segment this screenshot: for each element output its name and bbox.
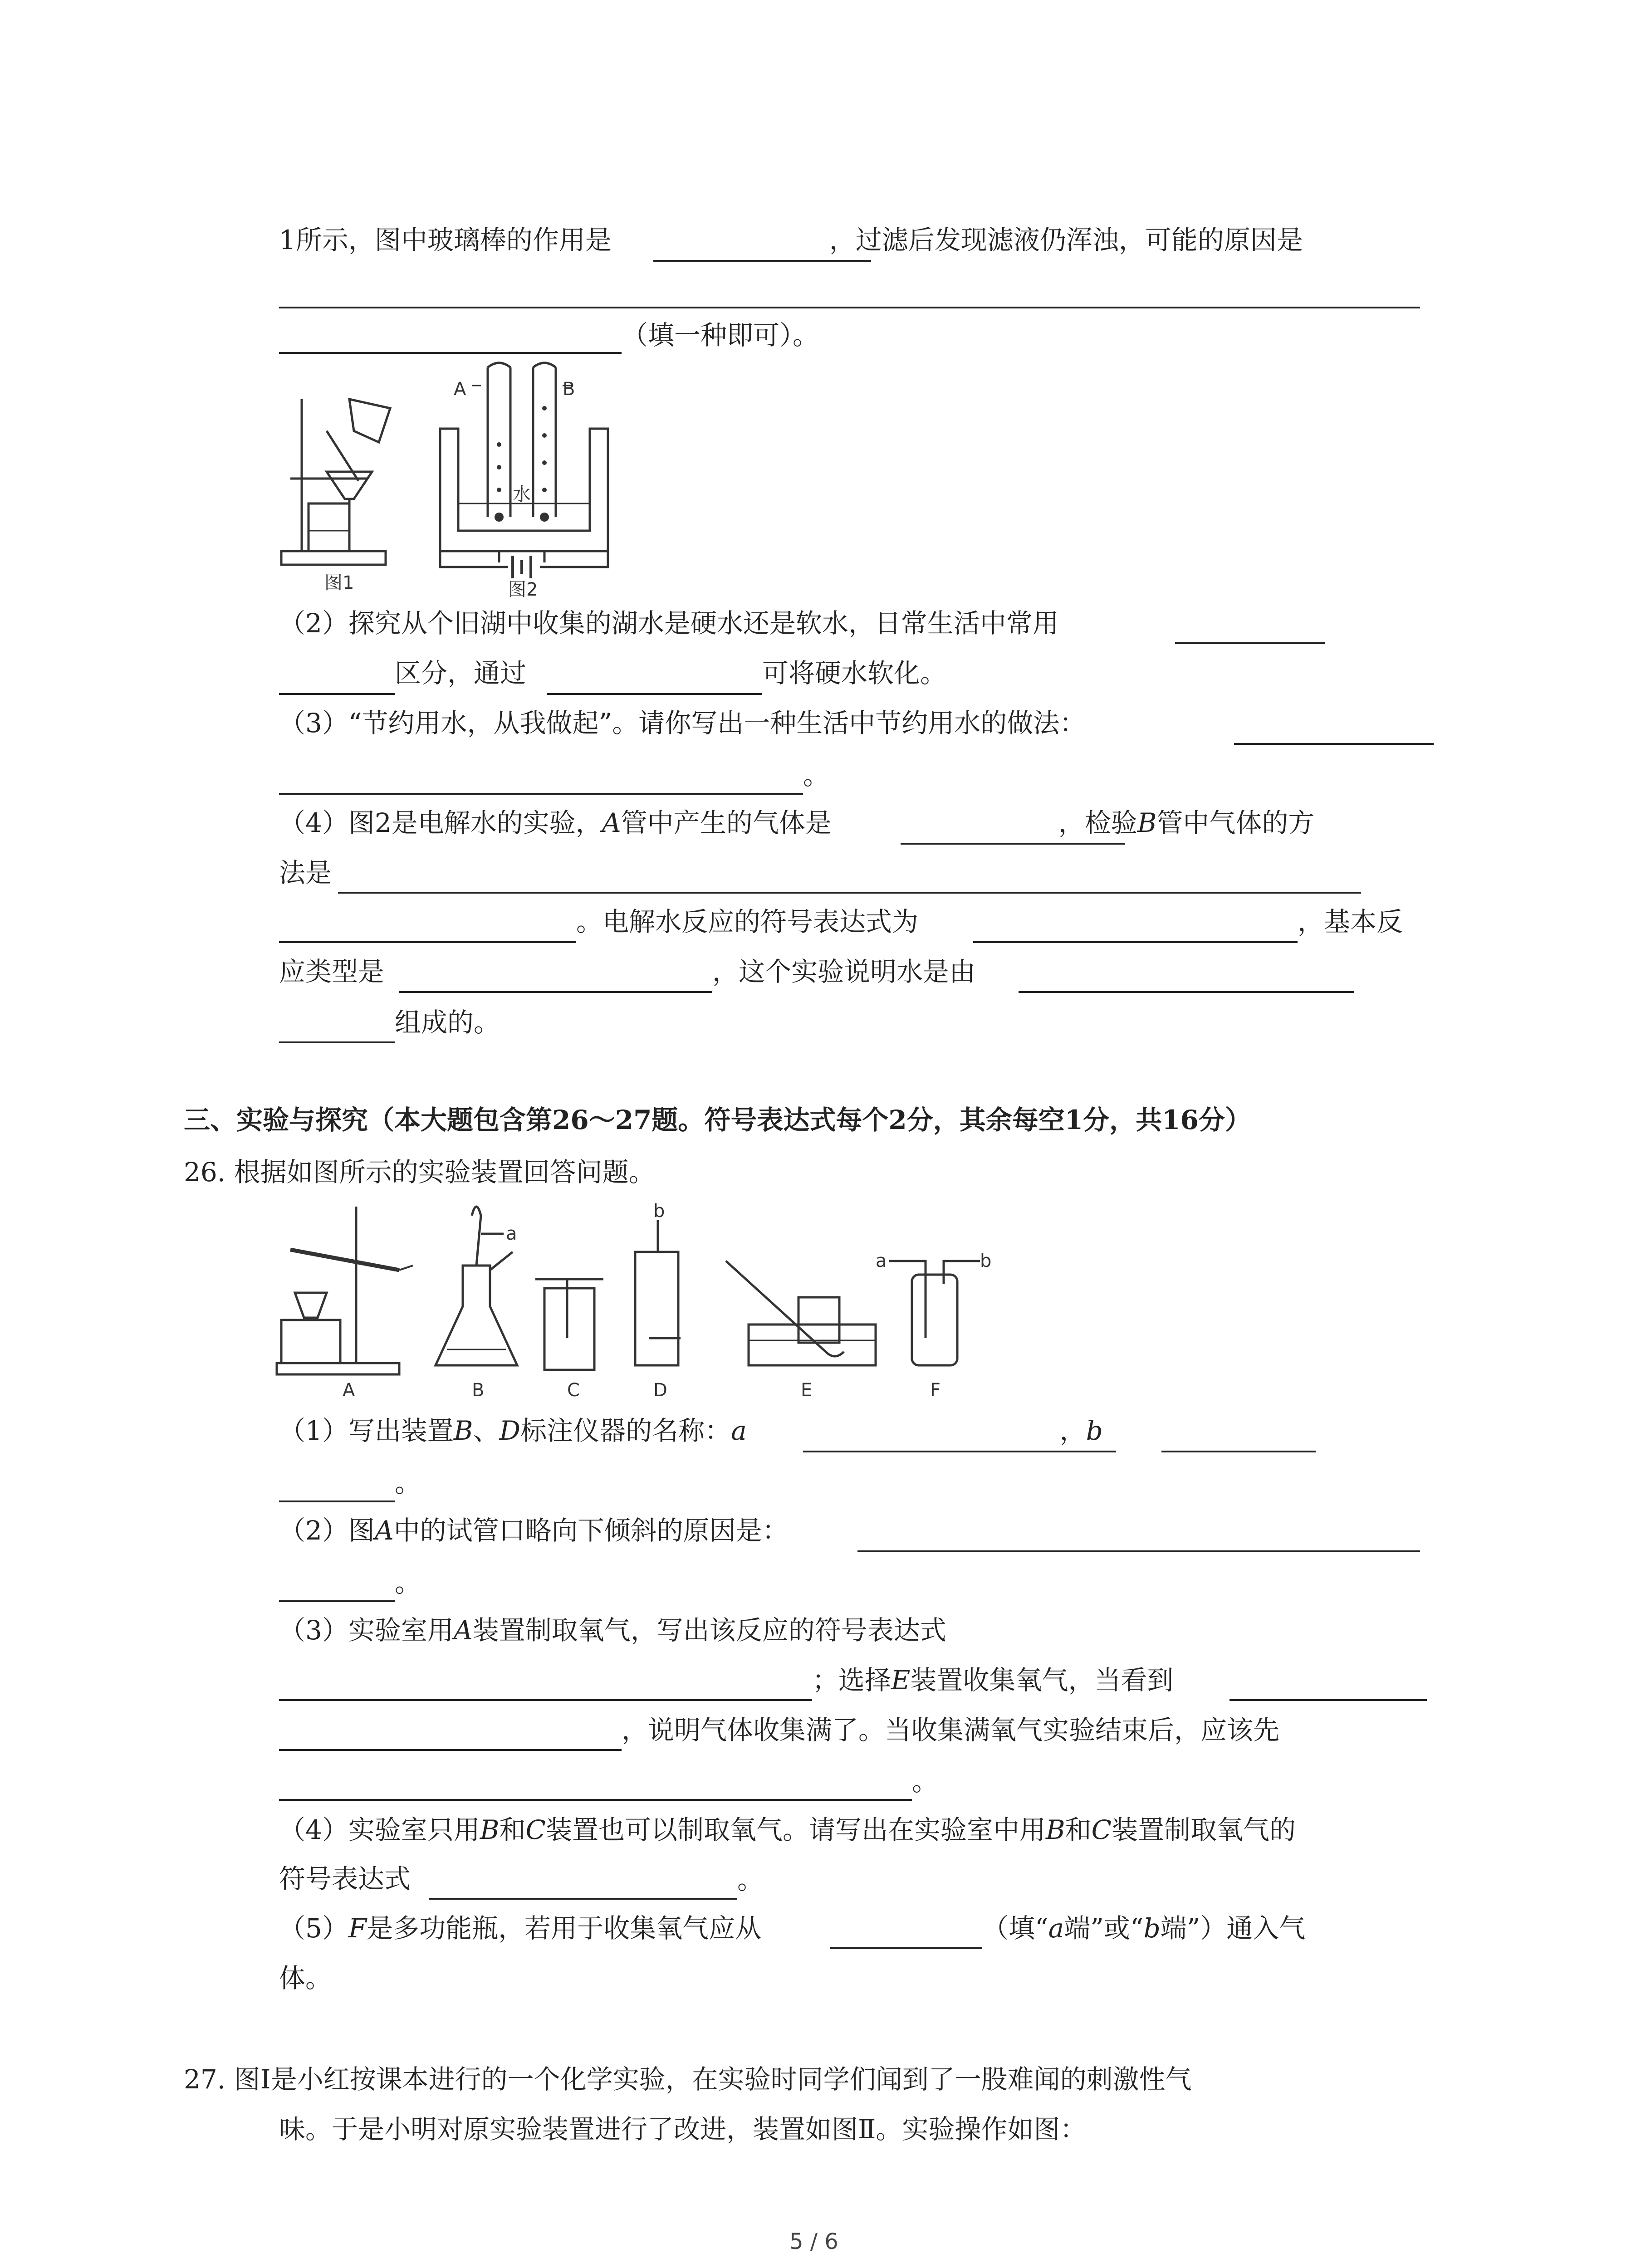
tag-b-f: b: [980, 1251, 992, 1271]
app-d-bottle: [635, 1252, 678, 1365]
app-e-delivery-tube: [726, 1261, 844, 1356]
section-3-heading: 三、实验与探究（本大题包含第26～27题。符号表达式每个2分，其余每空1分，共16分）: [184, 1105, 1251, 1135]
q26-1-end: 。: [395, 1467, 421, 1498]
q26-3: （3）实验室用A装置制取氧气，写出该反应的符号表达式: [279, 1615, 946, 1646]
q26-5-b: （填“a端”或“b端”）通入气: [982, 1913, 1306, 1944]
q26-2-end: 。: [395, 1567, 421, 1598]
q26-4: （4）实验室只用B和C装置也可以制取氧气。请写出在实验室中用B和C装置制取氧气的: [279, 1814, 1296, 1845]
q4-line-2: 法是: [279, 857, 332, 888]
app-a-label: A: [343, 1380, 355, 1401]
q3-line-b: 。: [803, 760, 830, 791]
app-d-label: D: [653, 1380, 667, 1401]
tube-b-label: B: [563, 379, 575, 400]
app-c-label: C: [567, 1380, 580, 1401]
glass-rod: [327, 431, 358, 481]
tag-a: a: [506, 1223, 517, 1244]
fig2-label: 图2: [508, 579, 538, 600]
q26-3-end: 。: [912, 1766, 939, 1797]
beaker: [309, 503, 349, 551]
q4-line-4b: ，这个实验说明水是由: [712, 956, 976, 987]
q1-line: 1所示，图中玻璃棒的作用是 ，过滤后发现滤液仍浑浊，可能的原因是: [279, 225, 1303, 255]
q26-5: （5）F是多功能瓶，若用于收集氧气应从: [279, 1913, 762, 1944]
app-e-label: E: [801, 1380, 813, 1401]
app-b-flask: [436, 1266, 517, 1365]
q3-line-a: （3）“节约用水，从我做起”。请你写出一种生活中节约用水的做法：: [279, 708, 1086, 738]
q2-line-c: 可将硬水软化。: [762, 658, 947, 689]
tube-b: [533, 363, 556, 517]
app-a-base: [277, 1363, 399, 1374]
q26-1: （1）写出装置B、D标注仪器的名称：a ，b: [279, 1415, 1103, 1446]
q4-line-3a: 。电解水反应的符号表达式为: [576, 906, 919, 937]
app-a-test-tube: [290, 1250, 399, 1270]
q1-note: （填一种即可）。: [622, 320, 819, 351]
app-f-label: F: [930, 1380, 941, 1401]
tag-b-d: b: [653, 1201, 665, 1222]
q26-2: （2）图A中的试管口略向下倾斜的原因是：: [279, 1515, 789, 1546]
app-a-block: [281, 1320, 340, 1363]
q4-line-1: （4）图2是电解水的实验，A管中产生的气体是 ，检验B管中气体的方: [279, 807, 1315, 838]
circuit: [440, 551, 608, 567]
app-e-trough: [749, 1325, 876, 1365]
pouring-beaker: [349, 399, 390, 442]
app-c-bottle: [544, 1288, 594, 1370]
q26-stem: 26. 根据如图所示的实验装置回答问题。: [184, 1157, 655, 1188]
funnel: [327, 472, 372, 499]
tube-a-label: A: [454, 379, 466, 400]
q2-line-a: （2）探究从个旧湖中收集的湖水是硬水还是软水，日常生活中常用: [279, 608, 1059, 639]
q2-line-b: 区分，通过: [395, 658, 527, 689]
water-label: 水: [513, 484, 531, 505]
q26-3-c: ，说明气体收集满了。当收集满氧气实验结束后，应该先: [622, 1715, 1280, 1745]
q4-line-3b: ，基本反: [1298, 906, 1403, 937]
app-f-bottle: [912, 1275, 957, 1365]
q26-5-end: 体。: [279, 1963, 332, 1994]
q26-4-end: 。: [737, 1864, 764, 1895]
q26-3-b: ；选择E装置收集氧气，当看到: [812, 1665, 1174, 1696]
tube-a: [488, 363, 510, 517]
q27-line-2: 味。于是小明对原实验装置进行了改进，装置如图Ⅱ。实验操作如图：: [279, 2114, 1087, 2145]
fig1-label: 图1: [324, 572, 354, 593]
q4-line-5: 组成的。: [395, 1007, 500, 1038]
q27-line-1: 27. 图Ⅰ是小红按课本进行的一个化学实验，在实验时同学们闻到了一股难闻的刺激性气: [184, 2064, 1192, 2095]
stand-base: [281, 551, 386, 565]
app-b-funnel: [472, 1207, 481, 1266]
app-b-label: B: [472, 1380, 485, 1401]
app-a-lamp: [295, 1293, 327, 1318]
page-number: 5 / 6: [789, 2229, 838, 2254]
q4-line-4a: 应类型是: [279, 956, 385, 987]
tag-a-f: a: [876, 1251, 887, 1271]
q26-4-b: 符号表达式: [279, 1863, 411, 1894]
app-e-gas-bottle: [798, 1297, 839, 1343]
